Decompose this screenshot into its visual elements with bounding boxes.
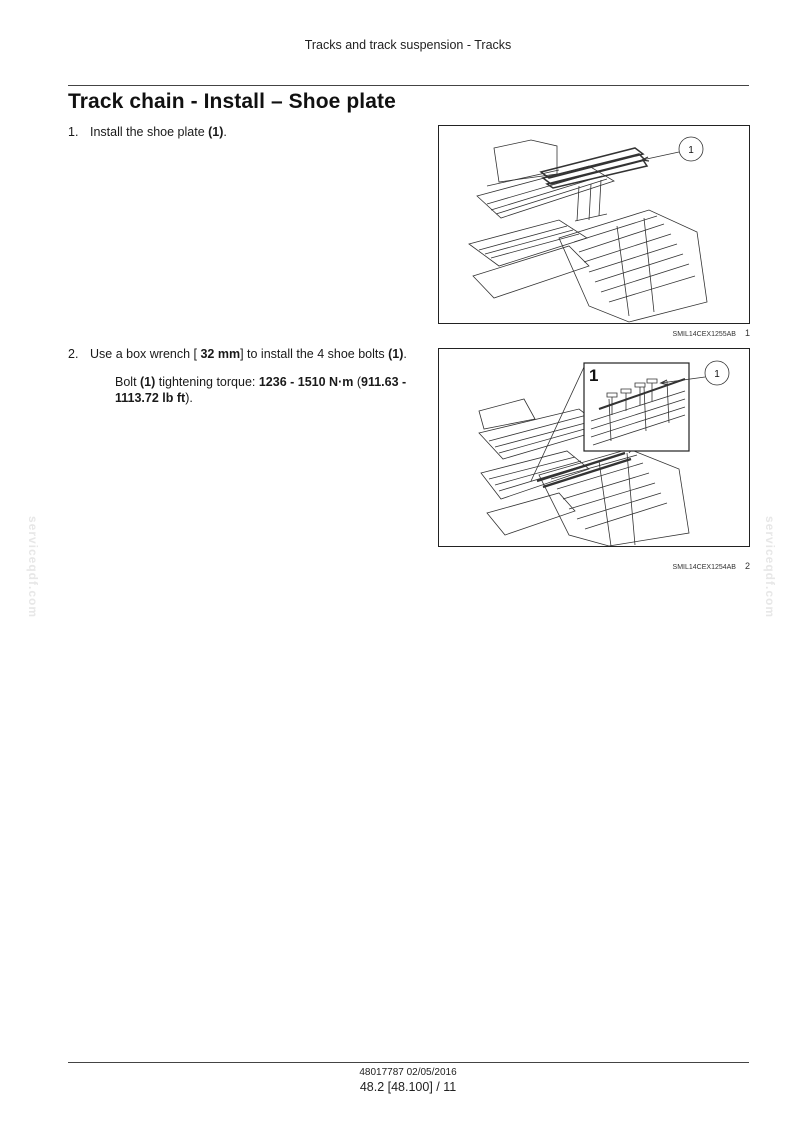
torque-text-part: tightening torque:: [155, 375, 259, 389]
step-text-part: .: [223, 125, 227, 139]
shoe-plate-illustration: [439, 126, 749, 323]
page-title: Track chain - Install – Shoe plate: [68, 90, 396, 113]
step-number: 1.: [68, 125, 79, 139]
figure-number: 2: [744, 561, 750, 571]
step-text: [90, 346, 413, 362]
torque-imperial: 911.63 - 1113.72 lb ft: [115, 375, 407, 405]
figure-code: SMIL14CEX1254AB: [672, 564, 736, 571]
step-text-part: Use a box wrench [: [90, 347, 201, 361]
callout-reference: (1): [208, 125, 224, 139]
figure-1-caption: [600, 328, 750, 338]
tool-size: 32 mm: [200, 347, 241, 361]
step-1: [68, 124, 413, 140]
torque-spec: [115, 374, 413, 406]
footer-divider: [68, 1062, 749, 1063]
figure-number: 1: [744, 328, 750, 338]
watermark-right: serviceqdf.com: [763, 515, 778, 619]
step-text-part: ] to install the 4 shoe bolts: [240, 347, 389, 361]
step-text-part: Install the shoe plate: [90, 125, 209, 139]
inset-label: 1: [589, 366, 599, 385]
torque-text-part: ).: [185, 391, 193, 405]
figure-1-illustration: [438, 125, 750, 324]
callout-number: 1: [714, 369, 720, 380]
step-text-part: .: [403, 347, 407, 361]
step-2: [68, 346, 413, 406]
figure-2-illustration: [438, 348, 750, 547]
torque-text-part: (: [353, 375, 361, 389]
callout-reference: (1): [140, 375, 156, 389]
step-text: [90, 124, 413, 140]
torque-text-part: Bolt: [115, 375, 141, 389]
running-header: Tracks and track suspension - Tracks: [304, 38, 512, 52]
detail-inset: [584, 363, 689, 451]
footer-doc-code: 48017787 02/05/2016: [359, 1067, 457, 1078]
shoe-bolts-illustration: [439, 349, 749, 546]
footer-page-number: 48.2 [48.100] / 11: [359, 1080, 457, 1094]
watermark-left: serviceqdf.com: [26, 515, 41, 619]
torque-metric: 1236 - 1510 N·m: [258, 375, 354, 389]
callout-number: 1: [688, 145, 694, 156]
step-number: 2.: [68, 347, 79, 361]
figure-2-caption: [600, 561, 750, 571]
figure-code: SMIL14CEX1255AB: [672, 331, 736, 338]
header-divider: [68, 85, 749, 86]
callout-reference: (1): [388, 347, 404, 361]
